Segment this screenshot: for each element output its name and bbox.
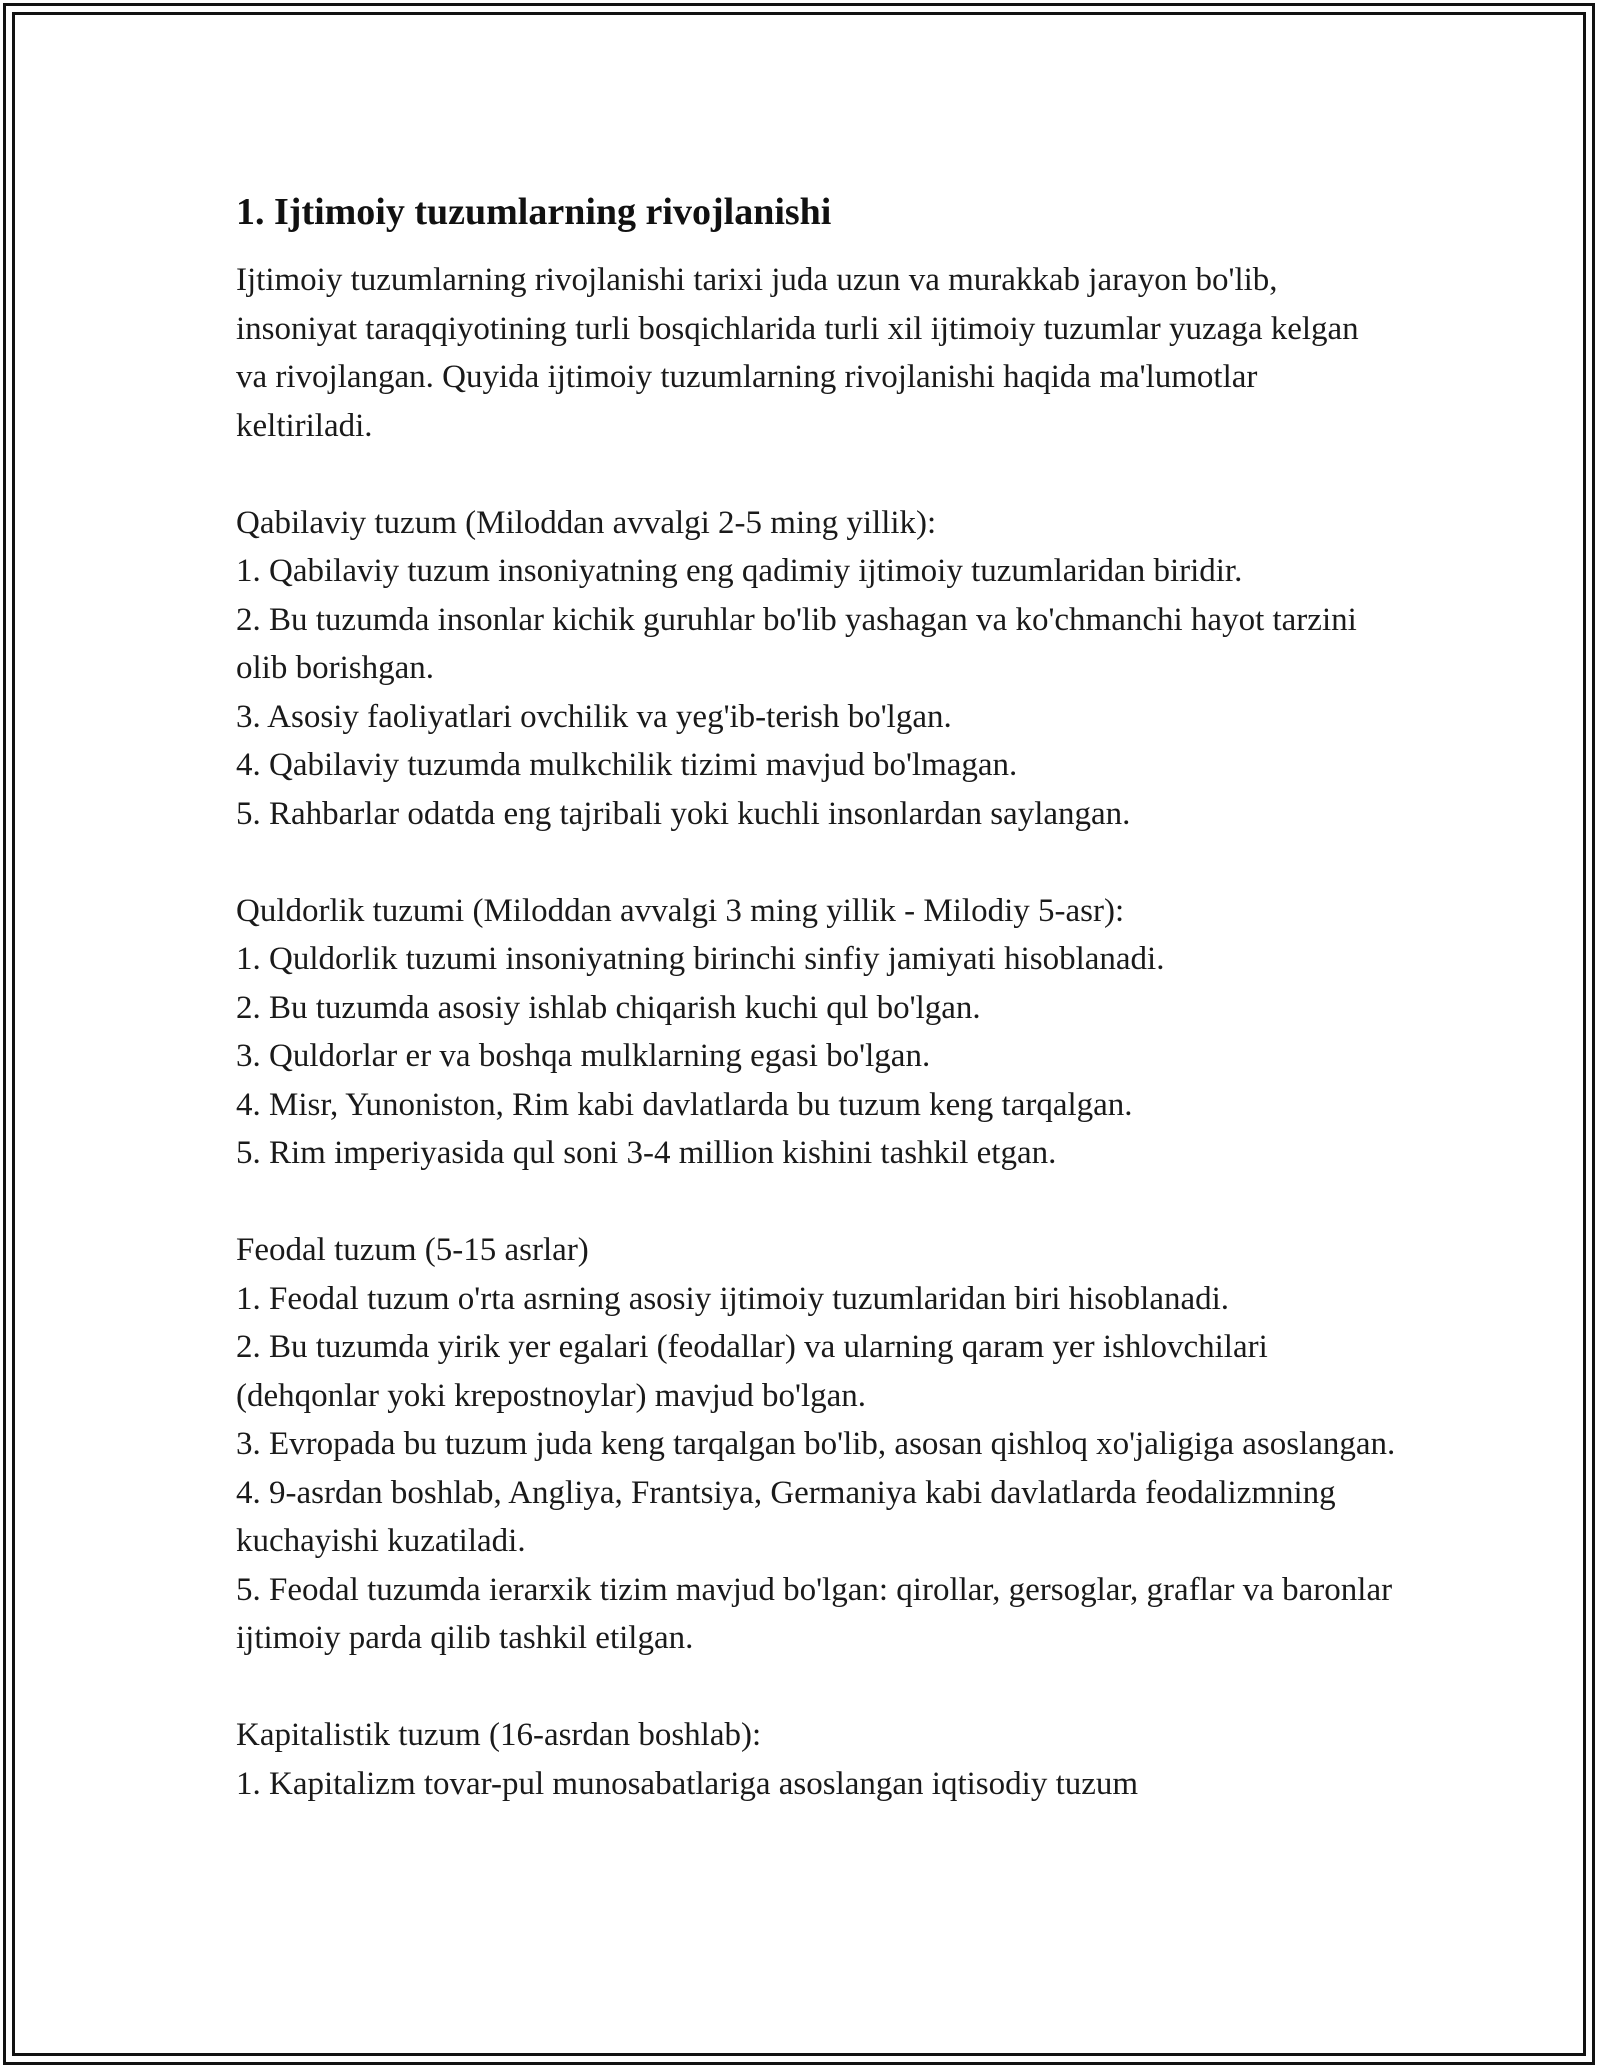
list-item: 2. Bu tuzumda insonlar kichik guruhlar bo'lib yashagan va ko'chmanchi hayot tarzini olib borishgan.	[236, 601, 1357, 686]
section-title: Quldorlik tuzumi (Miloddan avvalgi 3 ming yillik - Milodiy 5-asr):	[236, 892, 1125, 929]
list-item: 5. Rim imperiyasida qul soni 3-4 million kishini tashkil etgan.	[236, 1135, 1057, 1171]
list-item: 1. Feodal tuzum o'rta asrning asosiy ijtimoiy tuzumlaridan biri hisoblanadi.	[236, 1280, 1230, 1317]
section-title: Kapitalistik tuzum (16-asrdan boshlab):	[236, 1717, 762, 1753]
list-item: 5. Feodal tuzumda ierarxik tizim mavjud bo'lgan: qirollar, gersoglar, graflar va baronlar ijtimoiy parda qilib tashkil etilgan.	[236, 1571, 1393, 1656]
list-item: 2. Bu tuzumda yirik yer egalari (feodallar) va ularning qaram yer ishlovchilari (dehqonlar yoki krepostnoylar) mavjud bo'lgan.	[236, 1329, 1268, 1414]
list-item: 4. Misr, Yunoniston, Rim kabi davlatlarda bu tuzum keng tarqalgan.	[236, 1086, 1133, 1123]
section-kapitalistik	[236, 1711, 1396, 1808]
list-item: 1. Quldorlik tuzumi insoniyatning birinchi sinfiy jamiyati hisoblanadi.	[236, 941, 1165, 977]
intro-paragraph: Ijtimoiy tuzumlarning rivojlanishi tarixi juda uzun va murakkab jarayon bo'lib, insoniyat taraqqiyotining turli bosqichlarida turli xil ijtimoiy tuzumlar yuzaga kelgan va rivojlangan. Quyida ijtimoiy tuzumlarning rivojlanishi haqida ma'lumotlar keltiriladi.	[236, 262, 1359, 444]
list-item: 3. Quldorlar er va boshqa mulklarning egasi bo'lgan.	[236, 1038, 931, 1074]
list-item: 5. Rahbarlar odatda eng tajribali yoki kuchli insonlardan saylangan.	[236, 795, 1131, 832]
list-item: 2. Bu tuzumda asosiy ishlab chiqarish kuchi qul bo'lgan.	[236, 989, 981, 1026]
document-body	[236, 188, 1396, 1808]
list-item: 4. Qabilaviy tuzumda mulkchilik tizimi mavjud bo'lmagan.	[236, 747, 1018, 783]
section-quldorlik	[236, 887, 1396, 1178]
list-item: 1. Kapitalizm tovar-pul munosabatlariga asoslangan iqtisodiy tuzum	[236, 1765, 1139, 1802]
section-title: Feodal tuzum (5-15 asrlar)	[236, 1232, 589, 1268]
list-item: 3. Evropada bu tuzum juda keng tarqalgan bo'lib, asosan qishloq xo'jaligiga asoslangan.	[236, 1426, 1396, 1462]
document-heading: 1. Ijtimoiy tuzumlarning rivojlanishi	[236, 191, 832, 233]
section-feodal	[236, 1226, 1396, 1663]
list-item: 3. Asosiy faoliyatlari ovchilik va yeg'ib-terish bo'lgan.	[236, 698, 952, 735]
section-title: Qabilaviy tuzum (Miloddan avvalgi 2-5 ming yillik):	[236, 504, 937, 541]
list-item: 4. 9-asrdan boshlab, Angliya, Frantsiya, Germaniya kabi davlatlarda feodalizmning kuchayishi kuzatiladi.	[236, 1474, 1336, 1559]
section-qabilaviy	[236, 499, 1396, 839]
list-item: 1. Qabilaviy tuzum insoniyatning eng qadimiy ijtimoiy tuzumlaridan biridir.	[236, 553, 1243, 589]
